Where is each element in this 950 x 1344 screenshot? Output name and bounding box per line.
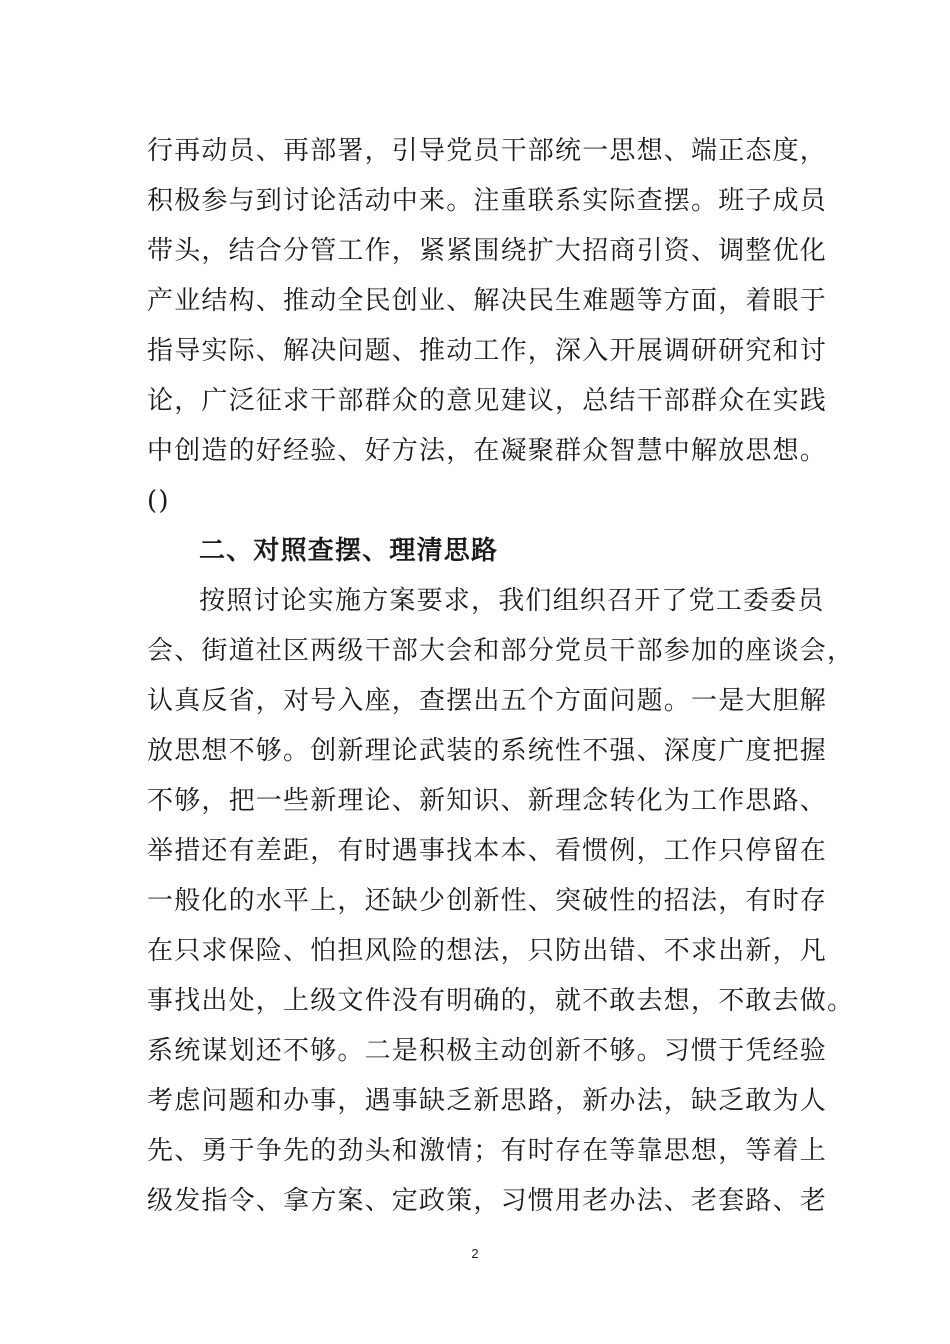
text-line: 论，广泛征求干部群众的意见建议，总结干部群众在实践 (147, 386, 828, 416)
text-line: 不够，把一些新理论、新知识、新理念转化为工作思路、 (147, 786, 828, 816)
text-line: 指导实际、解决问题、推动工作，深入开展调研研究和讨 (147, 336, 828, 366)
text-line: 考虑问题和办事，遇事缺乏新思路，新办法，缺乏敢为人 (147, 1086, 828, 1116)
text-line: 产业结构、推动全民创业、解决民生难题等方面，着眼于 (147, 286, 828, 316)
text-line: 按照讨论实施方案要求，我们组织召开了党工委委员 (199, 586, 825, 616)
text-line: 行再动员、再部署，引导党员干部统一思想、端正态度， (147, 136, 828, 166)
text-line: 认真反省，对号入座，查摆出五个方面问题。一是大胆解 (147, 686, 828, 716)
text-line: 会、街道社区两级干部大会和部分党员干部参加的座谈会， (147, 636, 855, 666)
text-line: 在只求保险、怕担风险的想法，只防出错、不求出新，凡 (147, 936, 828, 966)
text-line: 中创造的好经验、好方法，在凝聚群众智慧中解放思想。 (147, 436, 828, 466)
text-line: 系统谋划还不够。二是积极主动创新不够。习惯于凭经验 (147, 1036, 828, 1066)
text-line: () (147, 486, 170, 516)
page-number: 2 (471, 1246, 479, 1261)
text-line: 一般化的水平上，还缺少创新性、突破性的招法，有时存 (147, 886, 828, 916)
text-line: 积极参与到讨论活动中来。注重联系实际查摆。班子成员 (147, 186, 828, 216)
text-line: 级发指令、拿方案、定政策，习惯用老办法、老套路、老 (147, 1186, 828, 1216)
text-line: 带头，结合分管工作，紧紧围绕扩大招商引资、调整优化 (147, 236, 828, 266)
text-line: 举措还有差距，有时遇事找本本、看惯例，工作只停留在 (147, 836, 828, 866)
text-line: 事找出处，上级文件没有明确的，就不敢去想，不敢去做。 (147, 986, 855, 1016)
text-line: 放思想不够。创新理论武装的系统性不强、深度广度把握 (147, 736, 828, 766)
section-heading: 二、对照查摆、理清思路 (199, 536, 499, 566)
text-line: 先、勇于争先的劲头和激情；有时存在等靠思想，等着上 (147, 1136, 828, 1166)
